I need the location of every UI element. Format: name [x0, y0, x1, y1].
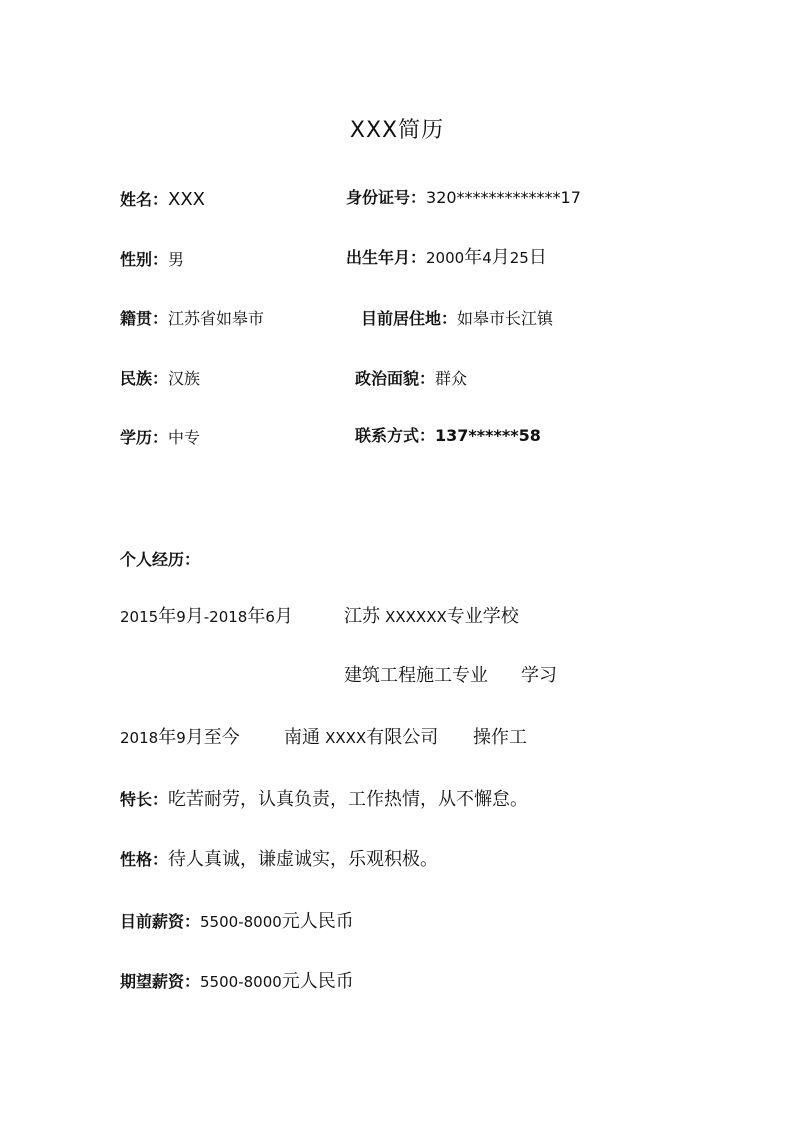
native-label: 籍贯： — [120, 309, 169, 328]
political-label: 政治面貌： — [355, 369, 436, 388]
exp1-end-year: -2018 — [203, 608, 248, 626]
exp1-major-text: 建筑工程施工专业 — [344, 665, 488, 686]
birth-month: 4 — [482, 249, 492, 267]
name-field — [120, 186, 205, 214]
exp2-start-month: 9 — [176, 729, 186, 747]
exp1-month2-char: 月 — [274, 606, 293, 627]
gender-label: 性别： — [120, 250, 169, 269]
gender-field — [120, 246, 184, 274]
exp1-start-year: 2015 — [120, 608, 159, 626]
exp2-role-text: 操作工 — [473, 727, 527, 748]
exp1-end-month: 6 — [265, 608, 275, 626]
contact-label: 联系方式： — [355, 426, 436, 445]
education-field — [120, 424, 200, 452]
contact-value: 137******58 — [435, 426, 541, 445]
birth-year: 2000 — [426, 249, 465, 267]
political-value: 群众 — [435, 369, 468, 388]
personality-field — [120, 846, 438, 874]
personality-value: 待人真诚，谦虚诚实，乐观积极。 — [168, 849, 439, 870]
exp1-org-prefix: 江苏 — [344, 606, 380, 627]
residence-value: 如皋市长江镇 — [457, 309, 554, 328]
page-title: XXX简历 — [349, 118, 445, 143]
salary-expected-range: 5500-8000 — [200, 973, 282, 991]
exp1-status — [521, 662, 557, 690]
id-value: 320*************17 — [426, 188, 581, 207]
exp2-month-to-now: 月至今 — [185, 727, 240, 748]
birth-month-char: 月 — [491, 247, 510, 268]
exp2-start-year: 2018 — [120, 729, 159, 747]
birth-label: 出生年月： — [346, 248, 427, 267]
experience-item-1 — [120, 603, 293, 631]
experience-item-2 — [120, 724, 240, 752]
personality-label: 性格： — [120, 850, 169, 869]
exp1-year2-char: 年 — [247, 606, 266, 627]
education-value: 中专 — [168, 428, 201, 447]
salary-expected-unit: 元人民币 — [281, 971, 354, 992]
ethnicity-label: 民族： — [120, 369, 169, 388]
birth-field — [346, 244, 547, 272]
ethnicity-value: 汉族 — [168, 369, 201, 388]
exp1-org-mid: XXXXXX — [385, 608, 447, 626]
exp1-org — [344, 603, 519, 631]
exp1-year-char: 年 — [158, 606, 177, 627]
salary-current-range: 5500-8000 — [200, 913, 282, 931]
salary-current-label: 目前薪资： — [120, 912, 201, 931]
contact-field — [355, 422, 541, 450]
salary-current-field — [120, 908, 354, 936]
residence-field — [361, 305, 553, 333]
exp1-status-text: 学习 — [521, 665, 557, 686]
exp2-org-mid: XXXX — [325, 729, 367, 747]
birth-year-char: 年 — [464, 247, 483, 268]
exp1-major — [344, 662, 488, 690]
name-value: XXX — [168, 189, 206, 210]
id-label: 身份证号： — [346, 188, 427, 207]
gender-value: 男 — [168, 250, 185, 269]
strengths-field — [120, 786, 528, 814]
birth-day-char: 日 — [528, 247, 547, 268]
political-field — [355, 365, 467, 393]
id-field — [346, 184, 581, 212]
ethnicity-field — [120, 365, 200, 393]
exp2-org — [284, 724, 438, 752]
native-field — [120, 305, 264, 333]
exp2-year-char: 年 — [158, 727, 177, 748]
birth-day: 25 — [509, 249, 529, 267]
strengths-label: 特长： — [120, 790, 169, 809]
exp2-org-prefix: 南通 — [284, 727, 320, 748]
native-value: 江苏省如皋市 — [168, 309, 265, 328]
exp1-start-month: 9 — [176, 608, 186, 626]
exp2-role — [473, 724, 527, 752]
name-label: 姓名： — [120, 190, 169, 209]
salary-expected-label: 期望薪资： — [120, 972, 201, 991]
exp1-org-suffix: 专业学校 — [446, 606, 519, 627]
strengths-value: 吃苦耐劳，认真负责，工作热情，从不懈怠。 — [168, 789, 529, 810]
experience-heading: 个人经历： — [120, 550, 201, 569]
education-label: 学历： — [120, 428, 169, 447]
residence-label: 目前居住地： — [361, 309, 458, 328]
salary-current-unit: 元人民币 — [281, 911, 354, 932]
exp2-org-suffix: 有限公司 — [366, 727, 439, 748]
salary-expected-field — [120, 968, 354, 996]
exp1-month-char: 月 — [185, 606, 204, 627]
